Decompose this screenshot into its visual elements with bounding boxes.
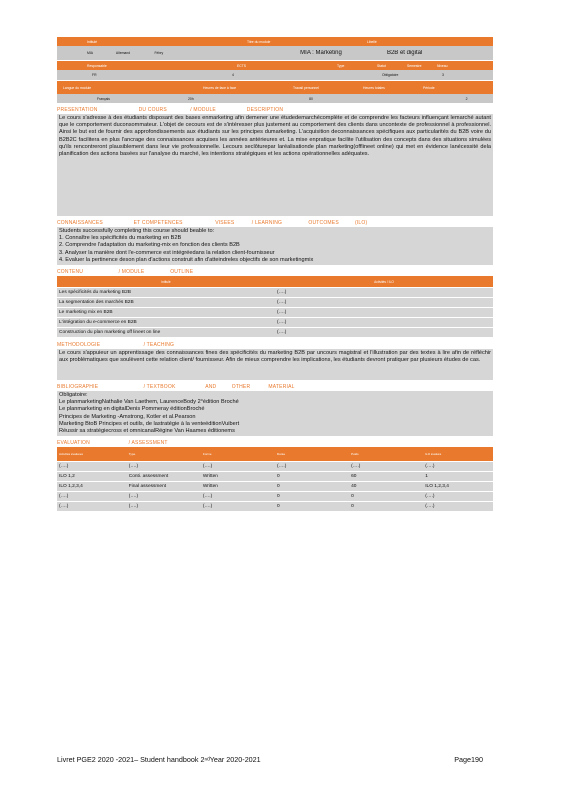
list-item: Le planmarketingNathalie Van Laethem, LaurenceBody 2°édition Broché [59,399,239,406]
table-cell: ILO 1,2,3,4 [423,482,493,492]
table-cell: Les spécificités du marketing B2B [57,288,275,298]
list-item: 2. Comprendre l'adaptation du marketing-mix en fonction des clients B2B [59,242,240,249]
table-cell: (….) [423,462,493,472]
table-cell: 1 [423,472,493,482]
section-title-word: MATERIAL [268,384,295,391]
header-row-4 [57,70,493,80]
section-title-word: / MODULE [190,107,216,113]
table-cell: 0 [275,472,349,482]
header-label: Intitulé [87,39,97,44]
column-header: Forme [201,447,275,462]
column-header: Activités / ILO [275,276,493,288]
list-item: Marketing BtoB Principes et outils, de lastratégie à la venteéditionVuibert [59,420,240,427]
table-header-row [57,447,493,462]
table-cell: 60 [349,472,423,482]
table-row [57,288,493,298]
column-header: Poids [349,447,423,462]
table-cell: Written [201,482,275,492]
table-cell: (….) [423,492,493,502]
table-cell: 0 [275,492,349,502]
header-value: Fébry [154,51,164,55]
table-cell: (….) [423,502,493,512]
list-item: 1. Connaître les spécificités du marketing en B2B [59,235,182,242]
section-title-word: / LEARNING [251,220,283,226]
table-cell: La segmentation des marchés B2B [57,298,275,308]
header-label: Heures de face à face [203,85,237,90]
evaluation-table [57,447,493,512]
presentation-text: Le cours s'adresse à des étudiants disposant des bases enmarketing afin demener une étudedemarchécomplète et de comprendre les facteurs influençant lemarché autant que le comportement duconsommateur. L'objet de cecours est de s'intéresser plus justement au comportement des clients dans uncontexte de professionnel à professionnel. Ainsi le but est de fournir des approfondissements aux étudiants sur les principes dumarketing. L'acquisition deconnaissances spécifiques aux particularités du B2B voire du B2B2C facilitera en plus l'ancrage des connaissances acquises les années antérieures et. La mise enpratique facilite l'utilisation des concepts dans des situations simulées qu'ils rencontreront plausiblement dans leur vie professionnelle. Lecours seclôturepar laréalisationde plan marketing(offlineet online) qui met en évidence lanécessité dela planification des actions basées sur l'analyse du marché, les intentions stratégiques et les actions opérationnelles adéquates. [57,114,493,216]
header-label: Heures totales [363,85,385,90]
table-header-row [57,276,493,288]
section-title-word: PRESENTATION [57,107,98,113]
page-number: Page190 [454,755,483,764]
column-header: Durée [275,447,349,462]
table-row [57,308,493,318]
header-value: 80 [309,96,313,101]
table-cell: (….) [127,492,201,502]
table-cell: Final assessment [127,482,201,492]
table-cell: (….) [349,462,423,472]
section-title-competences [57,219,493,227]
table-cell: L'intégration du e-commerce en B2B [57,318,275,328]
table-cell: (….) [57,462,127,472]
header-label: Titre du module [247,39,271,44]
header-value: Français [97,96,111,101]
table-row [57,462,493,472]
table-row [57,298,493,308]
header-row-2 [57,46,493,60]
table-cell: Construction du plan marketing off lineet on line [57,328,275,338]
table-cell: (….) [201,502,275,512]
section-title-word: ET COMPETENCES [133,220,183,226]
table-cell: (….) [127,502,201,512]
page-footer [57,755,483,764]
module-title-2: B2B et digital [386,50,423,56]
table-cell: (….) [201,492,275,502]
contenu-table [57,276,493,338]
header-label: Responsable [87,63,107,68]
section-title-bibliographie [57,383,493,391]
table-cell: 40 [349,482,423,492]
table-row [57,472,493,482]
header-value: 4 [232,73,234,77]
table-cell: 0 [349,502,423,512]
section-title-word: BIBLIOGRAPHIE [57,384,99,391]
column-header: Intitulé [57,276,275,288]
list-item: 4. Evaluer la pertinence deson plan d'actions construit afin d'atteindreles objectifs de son marketingmix [59,256,314,263]
header-label: Période [423,85,435,90]
table-cell: 0 [275,502,349,512]
table-row [57,318,493,328]
header-label: ECTS [237,63,247,68]
table-cell: ILO 1,2 [57,472,127,482]
header-value: 20h [188,96,194,101]
section-title-word: DESCRIPTION [246,107,284,113]
header-value: 3 [442,73,444,77]
table-cell: 0 [349,492,423,502]
footer-title: Livret PGE2 2020 -2021– Student handbook 2ⁿᵈYear 2020-2021 [57,755,261,764]
header-value: FR [92,73,97,77]
list-item: Le planmarketing en digitalDenis Pommeray éditionBroché [59,406,205,413]
bibliographie-box [57,391,493,436]
list-item: Réussir sa stratégiecross et omnicanalRégine Van Haames éditionems [59,428,235,435]
header-value: Allemand [115,51,131,55]
table-row [57,502,493,512]
table-cell: Conti. assessment [127,472,201,482]
table-cell: (….) [275,328,493,338]
table-cell: (….) [275,462,349,472]
table-cell: (….) [201,462,275,472]
header-row-6 [57,94,493,103]
list-item: Students successfully completing this course should beable to: [59,228,215,234]
column-header: Activités évaluées [57,447,127,462]
header-label: Libellé [367,39,377,44]
list-item: Obligatoire: [59,392,88,399]
table-cell: (….) [57,492,127,502]
table-cell: (….) [127,462,201,472]
section-title-word: AND [205,384,217,391]
course-sheet [57,37,493,512]
header-row-1 [57,37,493,46]
header-label: Langue du module [63,85,92,90]
header-label: Travail personnel [293,85,319,90]
table-cell: Le marketing mix en B2B [57,308,275,318]
methodologie-text: Le cours s'appuieur un apprentissage des connaissances fines des spécificités du marketing B2B par uncours magistral et l'illustration par des textes à lire afin de réfléchir aux problématiques que soulèvent cette relation client/ fournisseur. Afin de mieux comprendre les implications, les étudiants devront pratiquer par plusieurs études de cas. [57,349,493,380]
column-header: ILO évalués [423,447,493,462]
section-title-word: CONNAISSANCES [57,220,103,226]
header-value: 2 [465,96,468,101]
table-cell: (….) [275,318,493,328]
section-title-contenu [57,268,493,276]
header-value: MIA [87,51,94,55]
section-title-word: OUTCOMES [308,220,339,226]
section-title-word: CONTENU [57,269,84,276]
section-title-word: DU COURS [138,107,167,113]
section-title-word: (ILO) [354,220,368,226]
header-label: Niveau [437,63,448,68]
table-row [57,482,493,492]
section-title-methodologie [57,341,493,349]
competences-box [57,227,493,265]
table-cell: ILO 1,2,3,4 [57,482,127,492]
section-title-presentation [57,106,493,114]
table-cell: (….) [275,288,493,298]
module-title: MIA : Marketing [300,50,342,56]
section-title-word: OTHER [231,384,251,391]
section-title-evaluation [57,439,493,447]
section-title-word: EVALUATION [57,440,90,447]
section-title-word: / TEXTBOOK [143,384,176,391]
table-cell: (….) [57,502,127,512]
section-title-word: / TEACHING [143,342,175,349]
table-cell: 0 [275,482,349,492]
section-title-word: METHODOLOGIE [57,342,101,349]
list-item: Principes de Marketing -Amstrong, Kotler et al.Pearson [59,413,196,420]
header-label: Type [337,63,345,68]
section-title-word: / MODULE [118,269,145,276]
section-title-word: OUTLINE [170,269,194,276]
table-row [57,492,493,502]
section-title-word: / ASSESSMENT [128,440,168,447]
header-label: Statut [377,63,386,68]
list-item: 3. Analyser la manière dont l'e-commerce est intégréedans la relation client-fournisseur [59,249,275,256]
table-cell: Written [201,472,275,482]
header-value: Obligatoire [382,73,399,77]
header-row-5 [57,81,493,94]
header-label: Semestre [407,63,422,68]
table-cell: (….) [275,298,493,308]
column-header: Type [127,447,201,462]
section-title-word: VISEES [215,220,235,226]
table-cell: (….) [275,308,493,318]
table-row [57,328,493,338]
header-row-3 [57,61,493,70]
